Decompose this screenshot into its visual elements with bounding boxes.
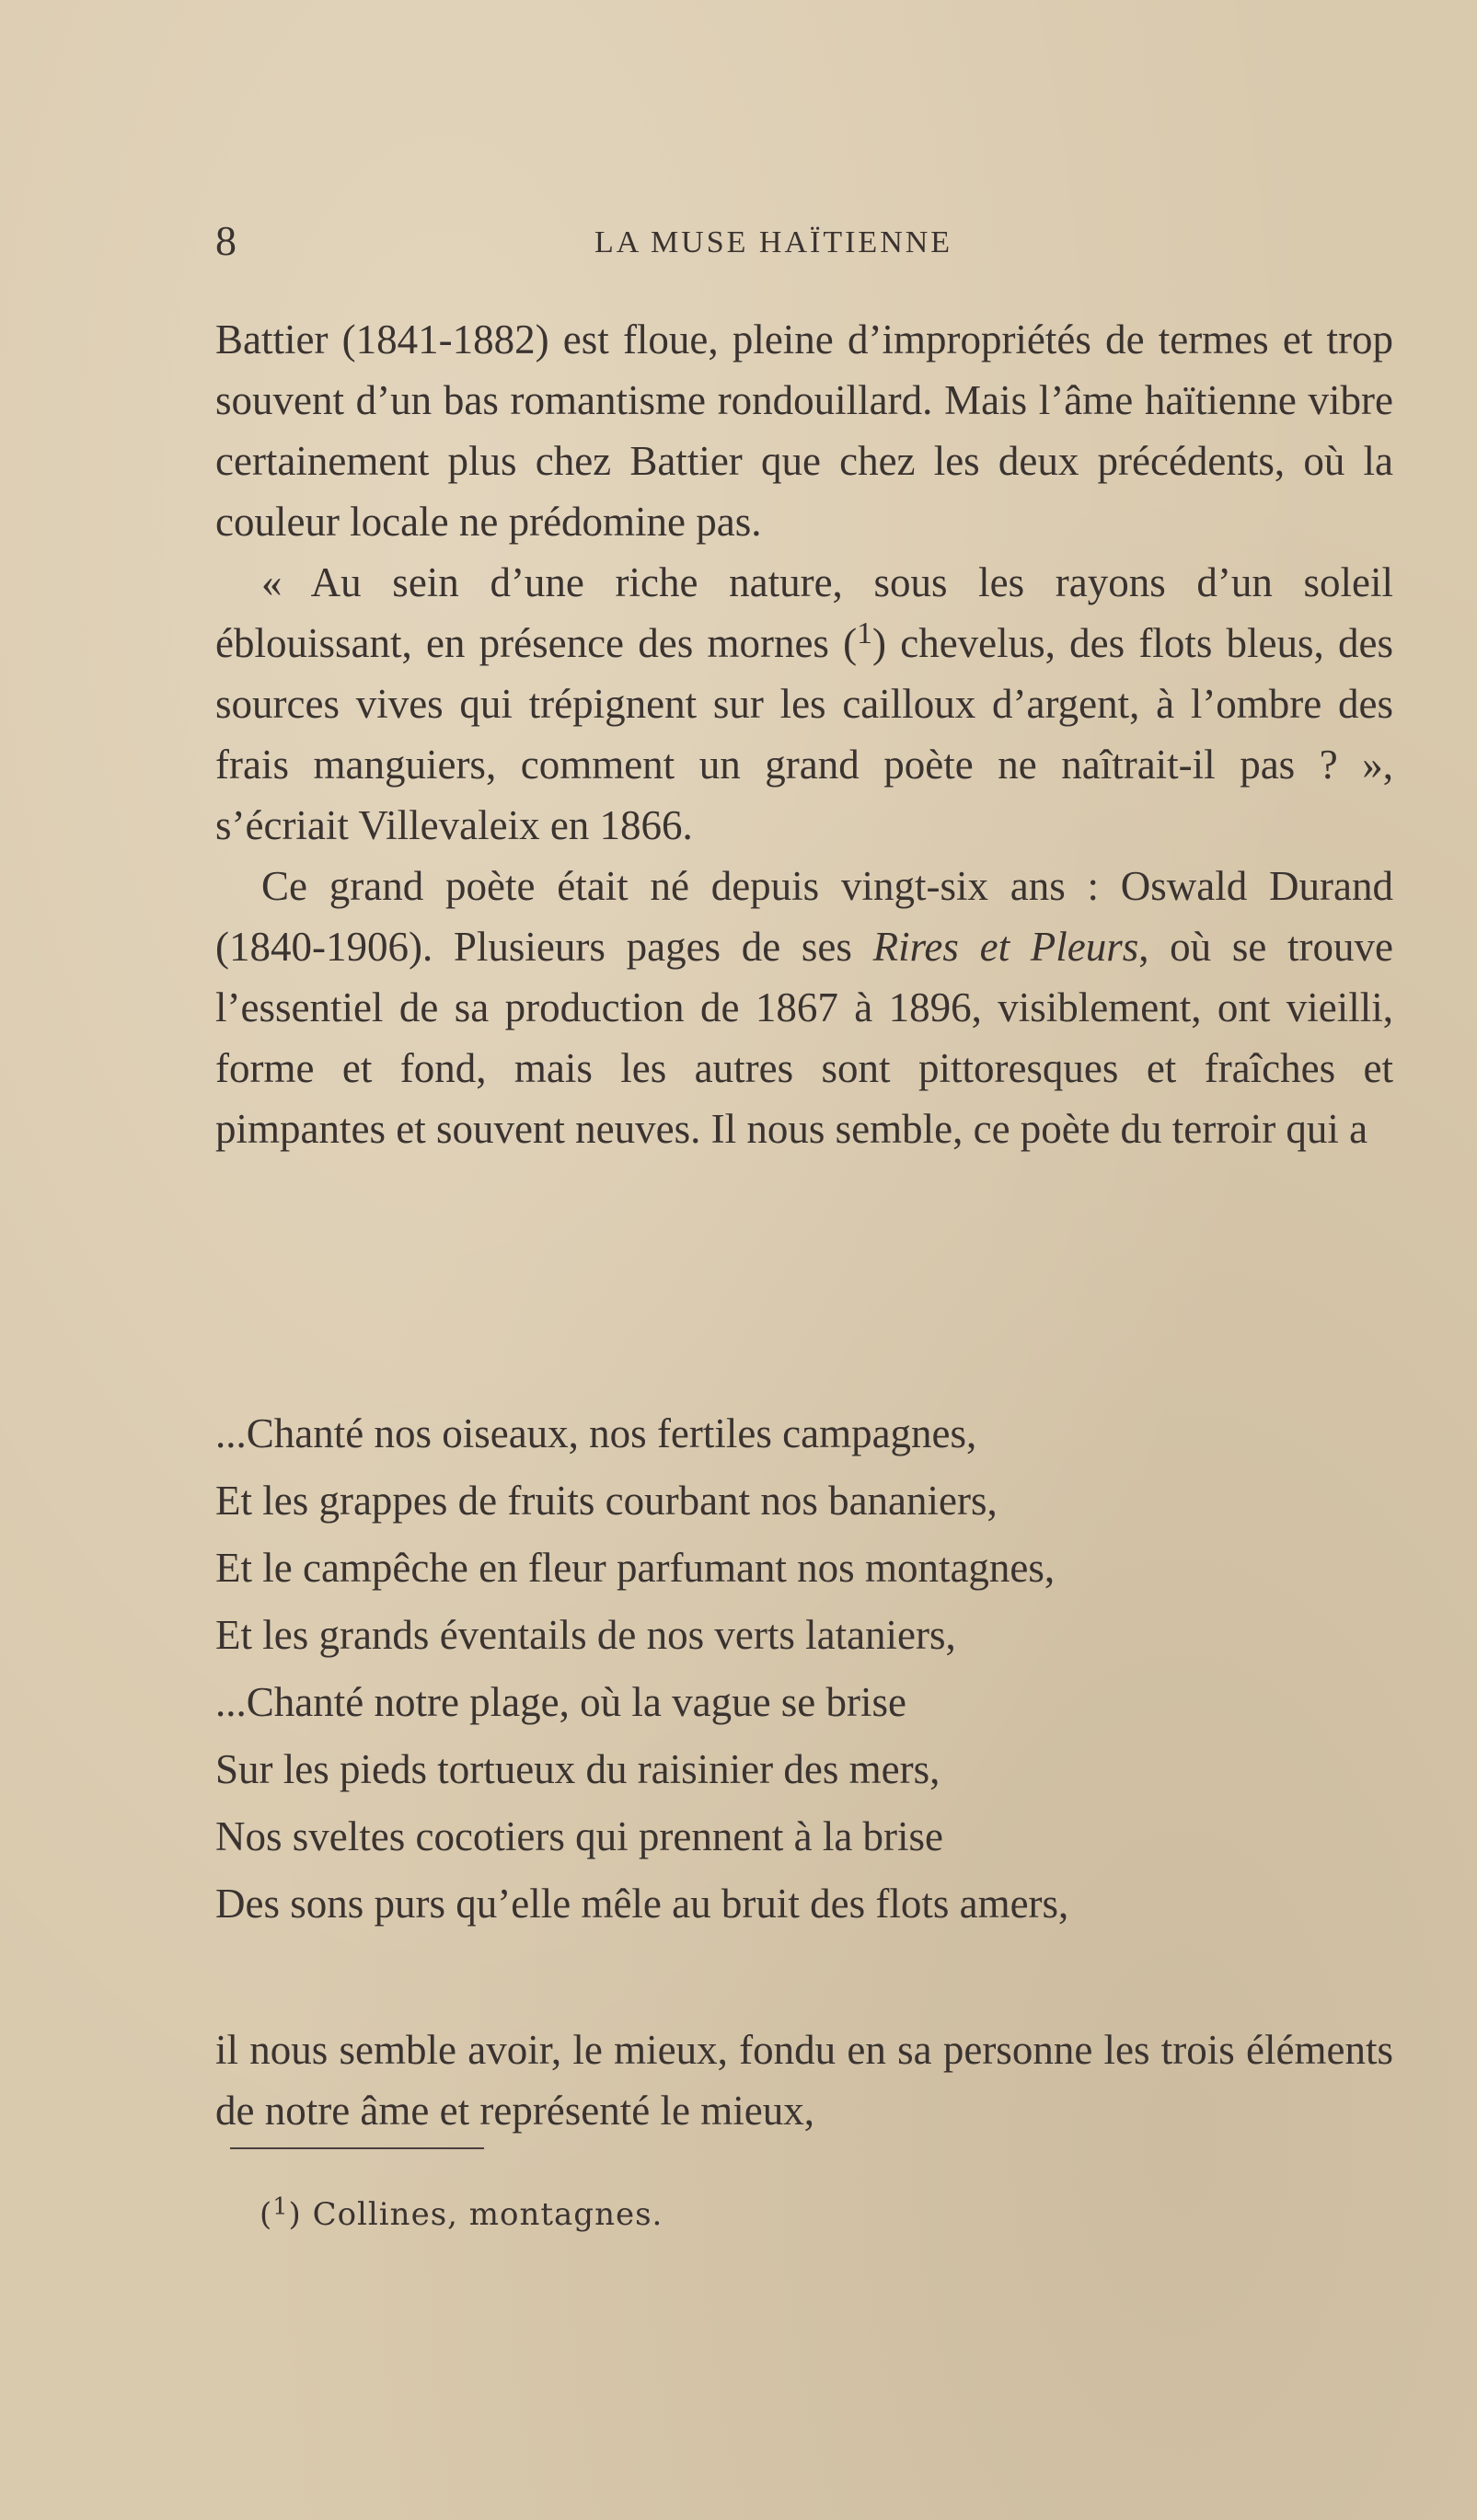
closing-paragraph: il nous semble avoir, le mieux, fondu en sa personne les trois éléments de notre âme et représenté le mieux, [215, 2027, 1393, 2134]
durand-text-end: , où se trouve l’essentiel de sa production de 1867 à 1896, visiblement, ont vieilli, forme et fond, mais les autres sont pittoresques et fraîches et pimpantes et souvent neuves. Il nous semble, ce poète du terroir qui a [215, 924, 1394, 1152]
verse-line: Des sons purs qu’elle mêle au bruit des flots amers, [215, 1881, 1069, 1927]
verse-line: Et le campêche en fleur parfumant nos montagnes, [215, 1545, 1056, 1591]
durand-text-start: Ce grand poète était né depuis vingt-six ans : Oswald Durand (1840-1906). Plusieurs pages de ses [215, 863, 1393, 970]
verse-line: Nos sveltes cocotiers qui prennent à la brise [215, 1813, 944, 1859]
verse-line: Et les grappes de fruits courbant nos bananiers, [215, 1478, 998, 1524]
footnote-number: 1 [272, 2192, 289, 2221]
footnote-divider [230, 2147, 484, 2149]
verse-line: ...Chanté notre plage, où la vague se brise [215, 1679, 907, 1725]
verse-line: ...Chanté nos oiseaux, nos fertiles campagnes, [215, 1410, 977, 1456]
footnote-text: Collines, montagnes. [301, 2196, 663, 2233]
page-number: 8 [215, 217, 237, 264]
book-title-rires-et-pleurs: Rires et Pleurs [872, 924, 1139, 970]
body-text [215, 309, 1393, 1159]
verse-line: Sur les pieds tortueux du raisinier des mers, [215, 1746, 940, 1792]
verse-line: Et les grands éventails de nos verts lataniers, [215, 1612, 956, 1658]
running-title: LA MUSE HAÏTIENNE [594, 225, 953, 259]
quote-text-start: « Au sein d’une riche nature, sous les rayons d’un soleil éblouissant, en présence des mornes ( [215, 559, 1393, 666]
footnote-reference: 1 [857, 616, 873, 650]
paragraph-oswald-durand [215, 856, 1393, 1159]
footnote: ($^1$) Collines, montagnes. [260, 2192, 663, 2233]
verse-quotation [215, 1400, 1393, 1938]
paragraph-battier: Battier (1841-1882) est floue, pleine d’impropriétés de termes et trop souvent d’un bas romantisme rondouillard. Mais l’âme haïtienne vibre certainement plus chez Battier que chez les deux précédents, où la couleur locale ne prédomine pas. [215, 316, 1393, 545]
running-header [215, 213, 1393, 269]
paragraph-villevaleix-quote [215, 552, 1393, 856]
quote-text-end: ) chevelus, des flots bleus, des sources vives qui trépignent sur les cailloux d’argent, à l’ombre des frais manguiers, comment un grand poète ne naîtrait-il pas ? », s’écriait Villevaleix en 1866. [215, 620, 1393, 848]
